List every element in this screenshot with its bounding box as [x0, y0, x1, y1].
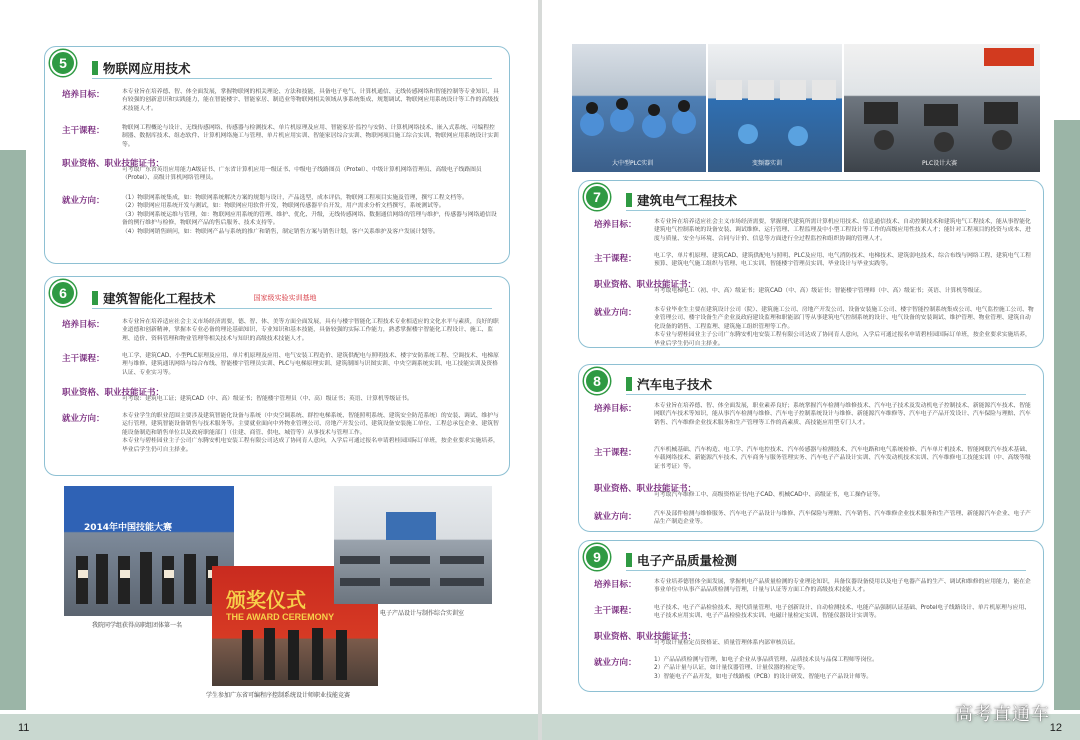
goal-text: 本专业旨在培养德、智、体全面发展，职业素养良好；系统掌握汽车检测与维修技术、汽车电子技术及发动机电子控制技术、新能源汽车技术、智能网联汽车技术等知识，能从事汽车检测与维修、汽车电子控制系统设计与维修、新能源汽车维修等、汽车电子产品开发设计、汽车保险与理赔、汽车销售、汽车维修企业技术服务和生产管理等工作的高素质、高技能应用型专门人才。: [654, 403, 1031, 426]
main-text: 物联网工程概论与设计、无线传感网络、传感器与检测技术、单片机原理及应用、智能家居·监控与安防、计算机网络技术、嵌入式系统、可编程控制器、数据库技术、组态软件、计算机网络施工与管理、单片机应用实训、智能家居综合实训、物联网项目施工综合实训、物联网应用系统设计实训等。: [122, 125, 499, 148]
cert-label: 职业资格、职业技能证书：: [62, 159, 165, 169]
section-9-title-row: [626, 551, 737, 569]
plc-contest-drawing: [844, 44, 1040, 172]
award-banner-text: 2014年中国技能大赛: [84, 523, 173, 533]
section-5-underline: [92, 78, 492, 79]
main-text: 汽车机械基础、汽车构造、电工学、汽车电控技术、汽车传感器与检测技术、汽车电路和电气系统检修、汽车单片机技术、智能网联汽车技术基础、车载网络技术、新能源汽车技术、汽车商务与服务管理实务、汽车电子产品设计实训、汽车发动机技术实训、汽车维修电工技能实训（中、高级等级证书考证）等。: [654, 447, 1031, 470]
title-marker: [92, 61, 98, 75]
cert-label: 职业资格、职业技能证书：: [594, 280, 697, 290]
goal-label: 培养目标：: [594, 220, 637, 230]
job-label: 就业方向：: [62, 196, 105, 206]
main-label: 主干课程：: [594, 254, 637, 264]
section-8-badge: 8: [584, 368, 610, 394]
section-6-badge: 6: [50, 280, 76, 306]
lab-room-drawing: [334, 486, 492, 604]
lab-room-caption: 电子产品设计与制作综合实训室: [380, 610, 465, 617]
job-item: 本专业学生的职业范围主要涉及建筑智能化设备与系统（中央空调系统、群控电梯系统、智能照明系统、建筑安全防范系统）的安装、调试、维护与运行管理，建筑智能设备销售与技术服务等。主要就业面向中外物业管理公司、房地产开发公司、建筑设备安装施工单位、工程总承包企业、建筑智能设备制造和销售单位以及政府职能部门（住建、商管、供电、城管等）从事技术与管理工作。: [122, 413, 499, 436]
section-7-title-row: [626, 191, 737, 209]
goal-text: 本专业旨在培养适应社会主义市场经济需要，掌握现代建筑所需计算机应用技术、信息通信技术、自动控制技术和建筑电气工程技术，能从事智能化建筑电气控制系统的设备安装、调试维修、运行管理、工程监理及中小型工程设计等工作的高级应用性技术人才；能针对工程项目的投资与成本、进度与质量、安全与环境、合同与计价、信息等方面进行全过程监控和组织协调的管理人才。: [654, 219, 1031, 242]
section-6-base-tag: 国家级实验实训基地: [253, 294, 317, 302]
section-8-underline: [626, 394, 1026, 395]
goal-label: 培养目标：: [62, 90, 105, 100]
cert-label: 职业资格、职业技能证书：: [594, 484, 697, 494]
cert-label: 职业资格、职业技能证书：: [594, 632, 697, 642]
goal-text: 本专业培养德智体全面发展，掌握机电产品质量检测的专业理论知识，具备仪器设备使用以及电子电器产品的生产、调试和维修的应用能力，能在企事业单位中从事产品品质检测与管理，计量与认证等方面工作的高级技术技能人才。: [654, 579, 1031, 594]
section-6-title: 建筑智能化工程技术: [103, 291, 216, 306]
award-group-photo: [64, 486, 234, 616]
main-label: 主干课程：: [62, 354, 105, 364]
section-5-title: 物联网应用技术: [103, 61, 191, 76]
main-label: 主干课程：: [594, 448, 637, 458]
goal-label: 培养目标：: [594, 580, 637, 590]
job-text: [654, 510, 1034, 527]
section-6-title-row: [92, 289, 317, 307]
plc-lab-photo: [572, 44, 706, 172]
left-page-number: 11: [18, 722, 30, 734]
plc-lab-students: [572, 44, 706, 172]
left-side-tab: [0, 150, 26, 710]
cert-text: 可考取：建筑电工证；建筑CAD（中、高）级证书；智能楼宇管理员（中、高）级证书；英语、计算机等级证书。: [122, 396, 413, 402]
watermark-text: 高考直通车: [955, 704, 1050, 725]
main-text: 电工学、单片机原理、建筑CAD、建筑供配电与照明、PLC及应用、电气消防技术、电梯技术、建筑弱电技术、综合布线与网络工程、建筑电气工程预算、建筑电气施工组织与管理、电工实训、智能楼宇管理员实训、毕业设计与毕业实践等。: [654, 253, 1031, 268]
main-text: 电子技术、电子产品检验技术、现代质量管理、电子创新设计、自动检测技术、电能产品强制认证基础、Protel电子线路设计、单片机原理与应用、电子技术应用实训、电子产品检验技术实训、电磁计量检定实训、智能仪器设计实训等。: [654, 605, 1031, 620]
goal-text: 本专业旨在培养适应社会主义市场经济需要，德、智、体、美等方面全面发展，具有与楼宇智能化工程技术专业相适应的文化水平与素质，良好的职业道德和创新精神，掌握本专业必备的理论基础知识，专业知识和基本技能，具备较强的实际工作能力，熟悉掌握楼宇智能化工程设计、施工、监理、造价、资料管理和物业管理等相关技术与知识的高级技术技能人才。: [122, 319, 499, 342]
job-item: （2）物联网应用系统开发与测试，如：物联网应用软件开发，物联网传感器平台开发，用户需求分析文档撰写，系统测试等。: [122, 203, 445, 210]
job-item: （3）物联网系统运维与管理，如：物联网应用系统的管理、维护、优化、升级，无线传感网络、数据通信网络的管理与维护，传感器与网络通信设备的例行维护与检修，物联网产品的售后服务、技术支持等。: [122, 211, 497, 227]
job-item: 汽车及部件检测与维修服务、汽车电子产品设计与维修、汽车保险与理赔、汽车销售、汽车维修企业技术服务和生产管理、新能源汽车企业、电子产品生产制造企业等。: [654, 511, 1031, 526]
inverter-lab-drawing: [708, 44, 842, 172]
main-text: 电工学、建筑CAD、小型PLC原理及应用、单片机原理及应用、电气安装工程造价、建筑供配电与照明技术、楼宇安防系统工程、空调技术、电梯原理与维修、建筑通讯网络与综合布线、智能楼宇管理员实训、PLC与电梯原理实训、建筑制图与识图实训、中央空调系统实训、电工技能实训及资格认证、专业实习等。: [122, 353, 499, 376]
job-text: [122, 412, 500, 454]
job-item: （4）物联网销售顾问，如：物联网产品与系统的推广和销售，制定销售方案与销售计划，客户关系维护及客户发展计划等。: [122, 228, 439, 235]
job-item: （1）物联网系统集成，如：物联网系统解决方案的规划与设计，产品选型，成本评估，物联网工程项目实施及管理，撰写工程文档等。: [122, 195, 468, 201]
inverter-lab-caption: 变频器实训: [752, 160, 783, 167]
section-8-title-row: [626, 375, 712, 393]
title-marker: [626, 377, 632, 391]
goal-label: 培养目标：: [62, 320, 105, 330]
job-label: 就业方向：: [594, 512, 637, 522]
section-8-title: 汽车电子技术: [637, 377, 713, 392]
plc-contest-caption: PLC设计大赛: [922, 160, 958, 167]
job-item: 本专业毕业生主要在建筑设计公司（院）、建筑施工公司、房地产开发公司、设备安装施工公司、楼宇智能控制系统集成公司、电气监控施工公司、物业管理公司、楼宇设备生产企业及政府建设监理和职能部门等从事建筑电气控制系统的设计、电气设备的安装调试、维护管理、物业管理、建筑自动化设备的销售、工程监理、建筑施工组织管理等工作。: [654, 307, 1034, 330]
right-page-number: 12: [1049, 722, 1062, 734]
main-label: 主干课程：: [594, 606, 637, 616]
ceremony-banner-en: THE AWARD CEREMONY: [226, 612, 335, 622]
ceremony-banner-cn: 颁奖仪式: [226, 588, 306, 612]
job-item: 本专业与碧桂园业主子公司广东腾安机电安装工程有限公司达成了协同育人意向，入学后可通过报名申请碧桂园国际订单班，按企业要求实施培养，毕业后学生仍可自主择业。: [654, 332, 1031, 347]
section-5-badge: 5: [50, 50, 76, 76]
job-text: [654, 306, 1034, 348]
goal-text: 本专业旨在培养德、智、体全面发展，掌握物联网的相关理论、方法和技能，具备电子电气、计算机通信、无线传感网络和智能控制等专业知识，具有较强的创新意识和实践能力，能在智能楼宇、智能家居、制造业等物联网相关领域从事系统集成、规划调试、物联网应用系统设计等工作的高级技术技能人才。: [122, 89, 499, 112]
section-7-underline: [626, 210, 1026, 211]
plc-contest-photo: [844, 44, 1040, 172]
section-9-badge: 9: [584, 544, 610, 570]
lab-room-photo: [334, 486, 492, 604]
main-label: 主干课程：: [62, 126, 105, 136]
job-text: [122, 194, 500, 236]
job-item: 2）产品计量与认证，如计量仪器管理、计量仪器的检定等。: [654, 665, 809, 672]
section-7-badge: 7: [584, 184, 610, 210]
job-label: 就业方向：: [594, 308, 637, 318]
award-group-caption: 我院同学组获得高职组团体第一名: [92, 622, 183, 629]
cert-label: 职业资格、职业技能证书：: [62, 388, 165, 398]
job-item: 本专业与碧桂园业主子公司广东腾安机电安装工程有限公司达成了协同育人意向，入学后可通过报名申请碧桂园国际订单班，按企业要求实施培养，毕业后学生仍可自主择业。: [122, 438, 499, 453]
job-text: [654, 656, 1034, 681]
job-item: 1）产品品质检测与管理，如电子企业从事品质管理、品质技术员与品保工程师等岗位。: [654, 657, 878, 663]
title-marker: [626, 553, 632, 567]
goal-label: 培养目标：: [594, 404, 637, 414]
right-side-tab: [1054, 120, 1080, 710]
plc-lab-caption: 大中型PLC实训: [612, 160, 654, 167]
job-label: 就业方向：: [594, 658, 637, 668]
award-group-figures: [64, 486, 234, 616]
cert-text: 可考取计量检定员资格证、质量管理体系内部审核员证。: [654, 640, 799, 646]
cert-text: 可考取汽车维修工中、高级资格证书/电子CAD、机械CAD中、高级证书，电工操作证等。: [654, 492, 884, 498]
section-7-title: 建筑电气工程技术: [637, 193, 738, 208]
section-9-title: 电子产品质量检测: [637, 553, 738, 568]
section-5-title-row: [92, 59, 191, 77]
inverter-lab-photo: [708, 44, 842, 172]
job-label: 就业方向：: [62, 414, 105, 424]
cert-text: 可考取广东省英语应用能力A级证书、广东省计算机应用一级证书、中级电子线路图员（Protel）、中级计算机网络管理员、高级电子线路图员（Protel）、高级计算机网络管理员。: [122, 167, 482, 182]
award-ceremony-caption: 学生参加广东省可编程序控制系统设计师职业技能竞赛: [206, 692, 351, 699]
left-footer-band: [0, 714, 538, 740]
title-marker: [92, 291, 98, 305]
left-page: [0, 0, 538, 740]
right-page: [542, 0, 1080, 740]
job-item: 3）智能电子产品开发，如电子线路板（PCB）的设计研发、智能电子产品设计师等。: [654, 673, 873, 680]
section-9-underline: [626, 570, 1026, 571]
section-6-underline: [92, 308, 492, 309]
cert-text: 可考取电梯电工（初、中、高）级证书；建筑CAD（中、高）级证书；智能楼宇管理师（中、高）级证书；英语、计算机等级证。: [654, 288, 986, 294]
title-marker: [626, 193, 632, 207]
